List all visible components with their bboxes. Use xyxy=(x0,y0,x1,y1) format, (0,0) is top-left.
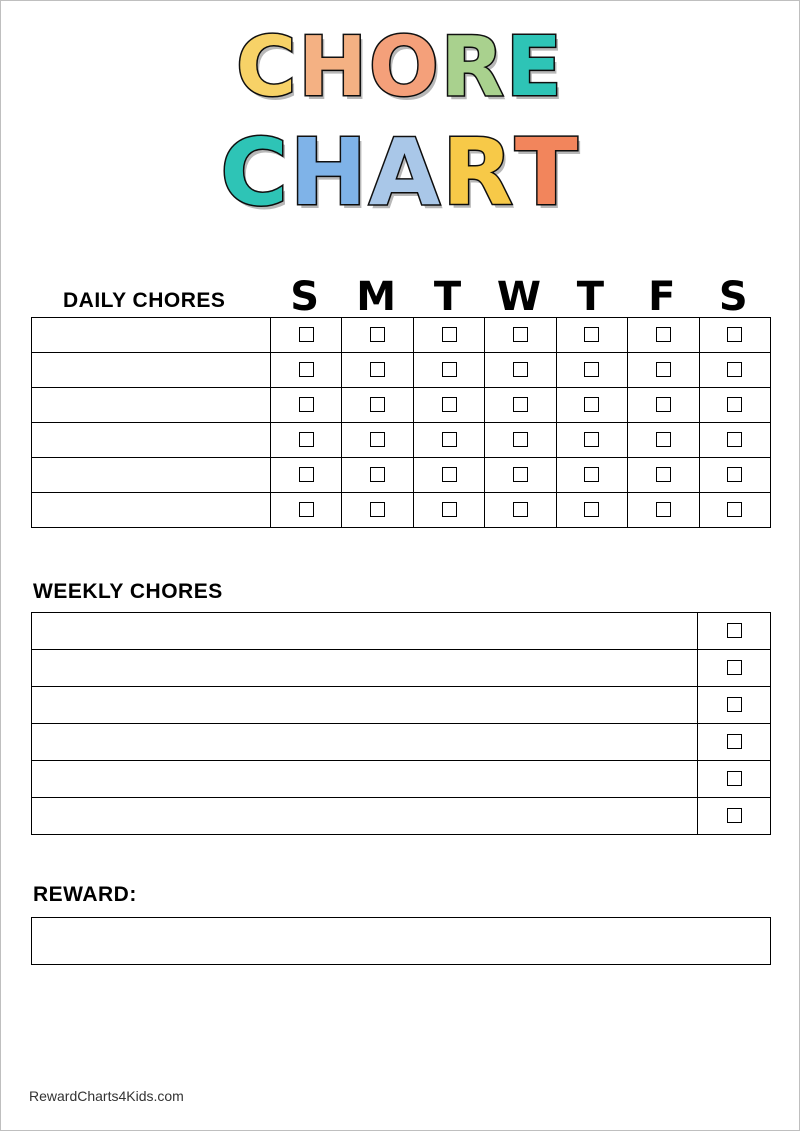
empty-checkbox-icon[interactable] xyxy=(370,467,385,482)
empty-checkbox-icon[interactable] xyxy=(656,467,671,482)
empty-checkbox-icon[interactable] xyxy=(727,734,742,749)
daily-checkbox-cell[interactable] xyxy=(342,423,413,458)
reward-label: REWARD: xyxy=(33,883,137,906)
daily-checkbox-cell[interactable] xyxy=(485,353,556,388)
daily-checkbox-cell[interactable] xyxy=(413,388,484,423)
footer-website: RewardCharts4Kids.com xyxy=(29,1088,184,1104)
empty-checkbox-icon[interactable] xyxy=(513,327,528,342)
empty-checkbox-icon[interactable] xyxy=(299,502,314,517)
empty-checkbox-icon[interactable] xyxy=(727,432,742,447)
table-row xyxy=(32,318,771,353)
daily-checkbox-cell[interactable] xyxy=(271,423,342,458)
weekly-chores-label: WEEKLY CHORES xyxy=(33,580,223,603)
weekly-chore-input[interactable] xyxy=(32,798,698,835)
title-letter: E xyxy=(505,20,564,115)
weekly-checkbox-cell[interactable] xyxy=(698,613,771,650)
empty-checkbox-icon[interactable] xyxy=(727,327,742,342)
empty-checkbox-icon[interactable] xyxy=(370,502,385,517)
daily-checkbox-cell[interactable] xyxy=(628,423,699,458)
empty-checkbox-icon[interactable] xyxy=(656,432,671,447)
daily-checkbox-cell[interactable] xyxy=(628,458,699,493)
daily-chores-header xyxy=(31,255,769,320)
empty-checkbox-icon[interactable] xyxy=(370,327,385,342)
empty-checkbox-icon[interactable] xyxy=(442,327,457,342)
daily-checkbox-cell[interactable] xyxy=(628,388,699,423)
empty-checkbox-icon[interactable] xyxy=(442,502,457,517)
weekly-chore-input[interactable] xyxy=(32,687,698,724)
table-row xyxy=(32,798,771,835)
daily-checkbox-cell[interactable] xyxy=(413,423,484,458)
daily-checkbox-cell[interactable] xyxy=(485,423,556,458)
daily-chore-input[interactable] xyxy=(32,318,271,353)
table-row xyxy=(32,493,771,528)
daily-checkbox-cell[interactable] xyxy=(413,318,484,353)
daily-chore-input[interactable] xyxy=(32,353,271,388)
daily-checkbox-cell[interactable] xyxy=(485,388,556,423)
title-letter: C xyxy=(236,20,299,115)
daily-checkbox-cell[interactable] xyxy=(628,353,699,388)
weekly-checkbox-cell[interactable] xyxy=(698,761,771,798)
empty-checkbox-icon[interactable] xyxy=(584,432,599,447)
day-letter-sat: S xyxy=(718,274,748,320)
title-block xyxy=(1,1,799,226)
empty-checkbox-icon[interactable] xyxy=(656,327,671,342)
daily-checkbox-cell[interactable] xyxy=(699,423,770,458)
empty-checkbox-icon[interactable] xyxy=(727,697,742,712)
empty-checkbox-icon[interactable] xyxy=(727,808,742,823)
daily-checkbox-cell[interactable] xyxy=(342,353,413,388)
table-row xyxy=(32,613,771,650)
empty-checkbox-icon[interactable] xyxy=(299,432,314,447)
title-line-2 xyxy=(1,119,799,226)
reward-input[interactable] xyxy=(31,917,771,965)
daily-checkbox-cell[interactable] xyxy=(271,388,342,423)
daily-checkbox-cell[interactable] xyxy=(271,458,342,493)
weekly-checkbox-cell[interactable] xyxy=(698,650,771,687)
table-row xyxy=(32,388,771,423)
daily-chore-input[interactable] xyxy=(32,458,271,493)
empty-checkbox-icon[interactable] xyxy=(584,502,599,517)
daily-checkbox-cell[interactable] xyxy=(699,458,770,493)
weekly-checkbox-cell[interactable] xyxy=(698,687,771,724)
daily-checkbox-cell[interactable] xyxy=(485,318,556,353)
daily-checkbox-cell[interactable] xyxy=(556,388,627,423)
weekly-checkbox-cell[interactable] xyxy=(698,724,771,761)
empty-checkbox-icon[interactable] xyxy=(584,467,599,482)
empty-checkbox-icon[interactable] xyxy=(727,467,742,482)
daily-checkbox-cell[interactable] xyxy=(556,318,627,353)
empty-checkbox-icon[interactable] xyxy=(299,362,314,377)
title-letter: H xyxy=(289,119,369,226)
day-letter-mon: M xyxy=(356,274,397,320)
daily-checkbox-cell[interactable] xyxy=(271,493,342,528)
title-letter: R xyxy=(442,119,515,226)
weekly-checkbox-cell[interactable] xyxy=(698,798,771,835)
title-letter: C xyxy=(220,119,290,226)
table-row xyxy=(32,458,771,493)
weekly-chore-input[interactable] xyxy=(32,613,698,650)
daily-checkbox-cell[interactable] xyxy=(699,318,770,353)
day-letter-thu: T xyxy=(576,274,605,320)
empty-checkbox-icon[interactable] xyxy=(513,362,528,377)
daily-checkbox-cell[interactable] xyxy=(699,353,770,388)
daily-checkbox-cell[interactable] xyxy=(271,318,342,353)
empty-checkbox-icon[interactable] xyxy=(513,502,528,517)
empty-checkbox-icon[interactable] xyxy=(370,432,385,447)
daily-checkbox-cell[interactable] xyxy=(271,353,342,388)
daily-checkbox-cell[interactable] xyxy=(342,388,413,423)
daily-chores-table xyxy=(31,317,771,528)
empty-checkbox-icon[interactable] xyxy=(727,397,742,412)
day-letter-tue: T xyxy=(433,274,462,320)
daily-chores-label: DAILY CHORES xyxy=(63,289,226,312)
weekly-chore-input[interactable] xyxy=(32,724,698,761)
empty-checkbox-icon[interactable] xyxy=(656,362,671,377)
table-row xyxy=(32,724,771,761)
daily-checkbox-cell[interactable] xyxy=(342,318,413,353)
daily-checkbox-cell[interactable] xyxy=(556,423,627,458)
daily-checkbox-cell[interactable] xyxy=(556,493,627,528)
empty-checkbox-icon[interactable] xyxy=(584,397,599,412)
daily-chore-input[interactable] xyxy=(32,423,271,458)
empty-checkbox-icon[interactable] xyxy=(442,397,457,412)
title-letter: A xyxy=(368,119,443,226)
daily-checkbox-cell[interactable] xyxy=(699,388,770,423)
empty-checkbox-icon[interactable] xyxy=(513,467,528,482)
weekly-chores-body xyxy=(32,613,771,835)
weekly-chores-table xyxy=(31,612,771,835)
empty-checkbox-icon[interactable] xyxy=(584,362,599,377)
daily-checkbox-cell[interactable] xyxy=(485,458,556,493)
daily-chores-body xyxy=(32,318,771,528)
day-letter-wed: W xyxy=(496,274,542,320)
empty-checkbox-icon[interactable] xyxy=(442,467,457,482)
table-row xyxy=(32,761,771,798)
daily-checkbox-cell[interactable] xyxy=(413,458,484,493)
day-letter-fri: F xyxy=(648,274,676,320)
daily-checkbox-cell[interactable] xyxy=(342,458,413,493)
daily-checkbox-cell[interactable] xyxy=(342,493,413,528)
empty-checkbox-icon[interactable] xyxy=(656,502,671,517)
empty-checkbox-icon[interactable] xyxy=(442,432,457,447)
empty-checkbox-icon[interactable] xyxy=(727,771,742,786)
table-row xyxy=(32,650,771,687)
empty-checkbox-icon[interactable] xyxy=(299,327,314,342)
title-letter: O xyxy=(368,20,441,115)
daily-chore-input[interactable] xyxy=(32,493,271,528)
title-letter: T xyxy=(514,119,580,226)
table-row xyxy=(32,353,771,388)
empty-checkbox-icon[interactable] xyxy=(442,362,457,377)
daily-checkbox-cell[interactable] xyxy=(413,353,484,388)
title-line-1 xyxy=(1,20,799,115)
day-letter-sun: S xyxy=(290,274,320,320)
title-letter: H xyxy=(298,20,369,115)
empty-checkbox-icon[interactable] xyxy=(727,660,742,675)
empty-checkbox-icon[interactable] xyxy=(656,397,671,412)
table-row xyxy=(32,423,771,458)
empty-checkbox-icon[interactable] xyxy=(513,432,528,447)
empty-checkbox-icon[interactable] xyxy=(513,397,528,412)
title-letter: R xyxy=(440,20,506,115)
daily-checkbox-cell[interactable] xyxy=(628,493,699,528)
daily-checkbox-cell[interactable] xyxy=(699,493,770,528)
daily-checkbox-cell[interactable] xyxy=(556,458,627,493)
empty-checkbox-icon[interactable] xyxy=(370,397,385,412)
day-letters-row xyxy=(269,274,769,320)
empty-checkbox-icon[interactable] xyxy=(584,327,599,342)
daily-checkbox-cell[interactable] xyxy=(628,318,699,353)
empty-checkbox-icon[interactable] xyxy=(727,362,742,377)
empty-checkbox-icon[interactable] xyxy=(727,502,742,517)
daily-checkbox-cell[interactable] xyxy=(413,493,484,528)
weekly-chore-input[interactable] xyxy=(32,650,698,687)
daily-chore-input[interactable] xyxy=(32,388,271,423)
weekly-chore-input[interactable] xyxy=(32,761,698,798)
empty-checkbox-icon[interactable] xyxy=(727,623,742,638)
empty-checkbox-icon[interactable] xyxy=(299,467,314,482)
empty-checkbox-icon[interactable] xyxy=(299,397,314,412)
table-row xyxy=(32,687,771,724)
daily-checkbox-cell[interactable] xyxy=(556,353,627,388)
empty-checkbox-icon[interactable] xyxy=(370,362,385,377)
daily-checkbox-cell[interactable] xyxy=(485,493,556,528)
